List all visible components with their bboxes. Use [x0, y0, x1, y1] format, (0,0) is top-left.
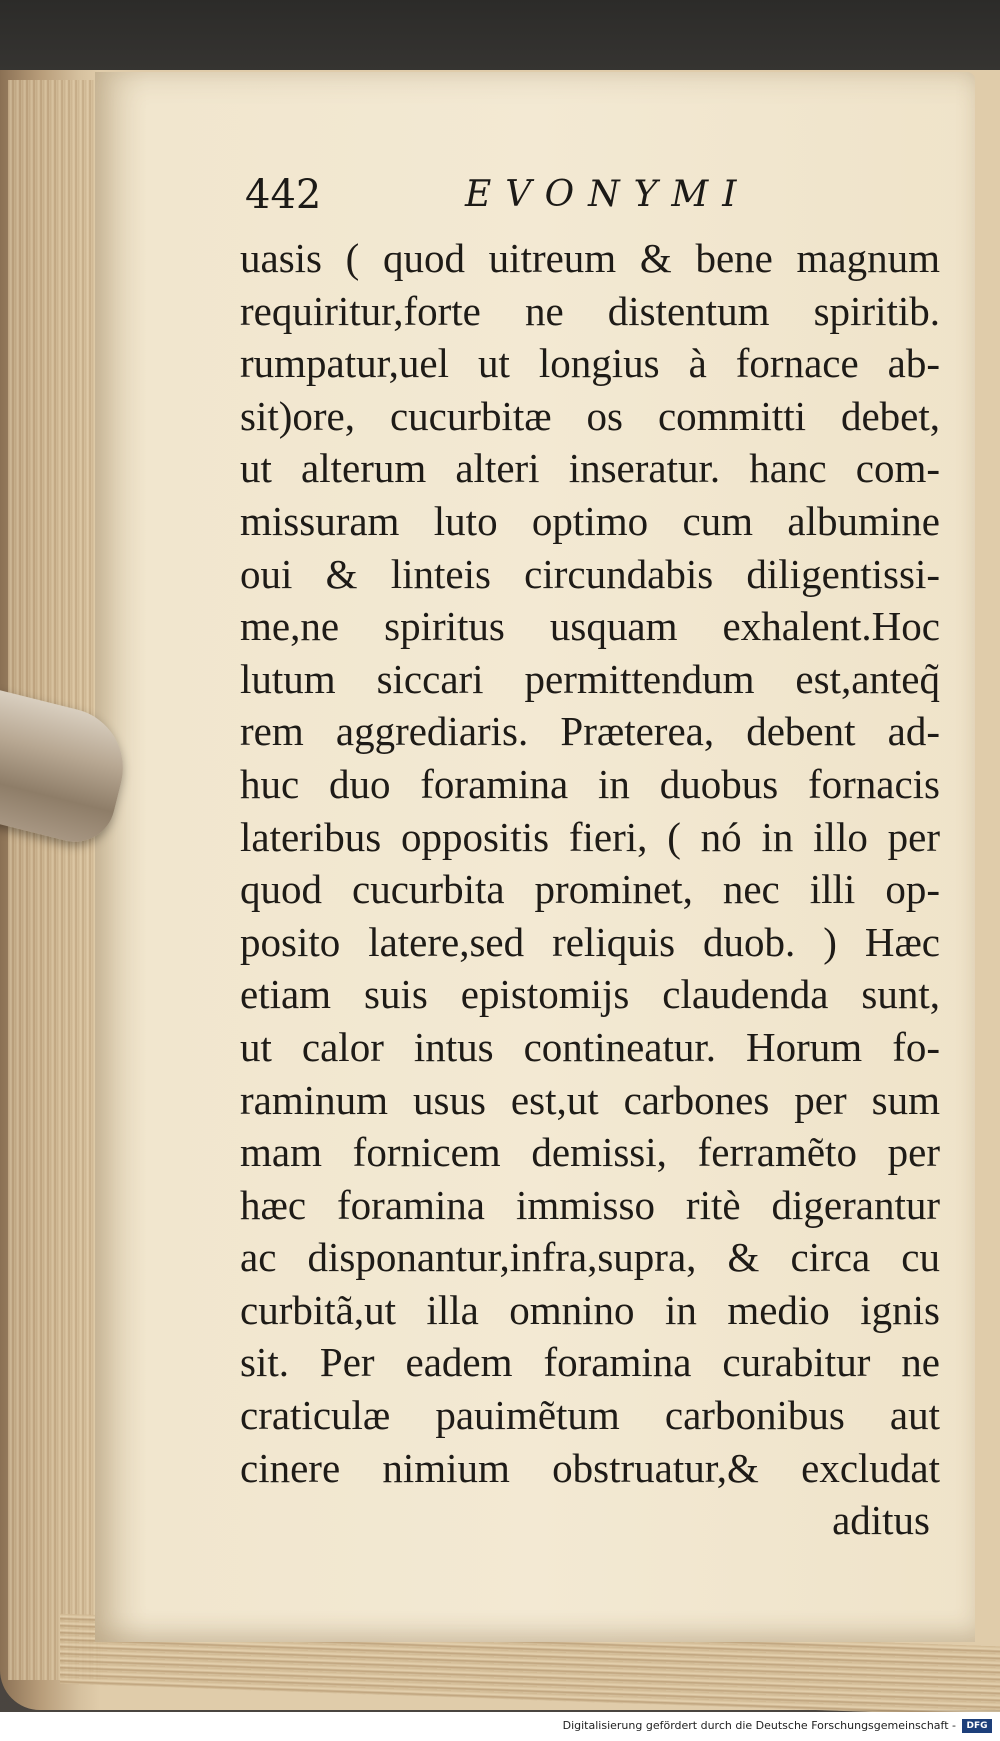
text-block [240, 232, 940, 1547]
catchword: aditus [832, 1497, 930, 1544]
text-line: etiam suis epistomijs claudenda sunt, [240, 971, 940, 1018]
text-line: ac disponantur,infra,supra, & circa cu [240, 1234, 940, 1281]
text-line: craticulæ pauimẽtum carbonibus aut [240, 1392, 940, 1439]
text-line: sit. Per eadem foramina curabitur ne [240, 1339, 940, 1386]
text-line: sit)ore, cucurbitæ os committi debet, [240, 392, 940, 439]
text-line: me,ne spiritus usquam exhalent.Hoc [240, 603, 940, 650]
text-line: cinere nimium obstruatur,& excludat [240, 1444, 940, 1491]
running-title: EVONYMI [465, 174, 751, 215]
text-line: raminum usus est,ut carbones per sum [240, 1076, 940, 1123]
text-line: rem aggrediaris. Præterea, debent ad- [240, 708, 940, 755]
text-line: ut calor intus contineatur. Horum fo- [240, 1023, 940, 1070]
dfg-logo: DFG [962, 1719, 992, 1733]
running-head [245, 172, 945, 232]
text-line: quod cucurbita prominet, nec illi op- [240, 866, 940, 913]
page-edges [8, 80, 103, 1680]
text-line: ut alterum alteri inseratur. hanc com- [240, 445, 940, 492]
page-number: 442 [245, 172, 322, 218]
text-line: posito latere,sed reliquis duob. ) Hæc [240, 918, 940, 965]
text-line: curbitã,ut illa omnino in medio ignis [240, 1286, 940, 1333]
text-line: hæc foramina immisso ritè digerantur [240, 1181, 940, 1228]
text-line: mam fornicem demissi, ferramẽto per [240, 1129, 940, 1176]
text-line: huc duo foramina in duobus fornacis [240, 760, 940, 807]
text-line: lateribus oppositis fieri, ( nó in illo per [240, 813, 940, 860]
footer-credit-text: Digitalisierung gefördert durch die Deutsche Forschungsgemeinschaft - [562, 1719, 956, 1732]
digitization-footer [0, 1712, 1000, 1741]
text-line: rumpatur,uel ut longius à fornace ab- [240, 340, 940, 387]
text-line: missuram luto optimo cum albumine [240, 497, 940, 544]
text-line: lutum siccari permittendum est,anteq̃ [240, 655, 940, 702]
text-line: uasis ( quod uitreum & bene magnum [240, 235, 940, 281]
text-line: oui & linteis circundabis diligentissi- [240, 550, 940, 597]
text-line: requiritur,forte ne distentum spiritib. [240, 287, 940, 334]
